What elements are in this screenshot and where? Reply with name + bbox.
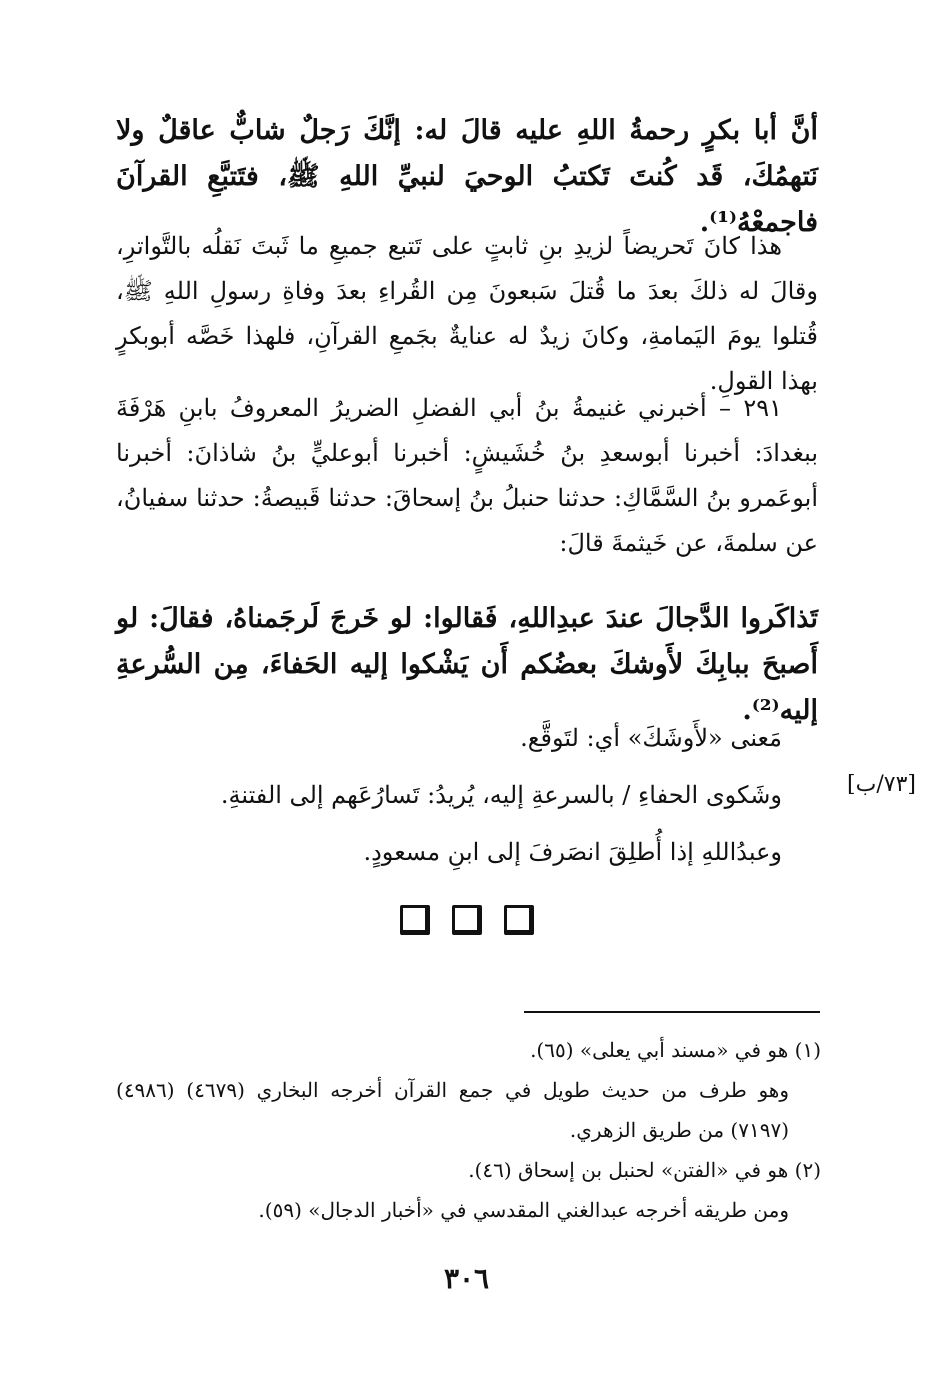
- explanation-line: وشَكوى الحفاءِ / بالسرعةِ إليه، يُريدُ: تَسارُعَهم إلى الفتنةِ.: [220, 781, 782, 809]
- page-number: ٣٠٦: [443, 1262, 490, 1295]
- separator-box-icon: [400, 905, 430, 935]
- hadith-quote-1: أنَّ أبا بكرٍ رحمةُ اللهِ عليه قالَ له: إنَّكَ رَجلٌ شابٌّ عاقلٌ ولا نَتهمُكَ، قَد كُنتَ تَكتبُ الوحيَ لنبيِّ اللهِ ﷺ، فتَتبَّعِ القرآنَ فاجمعْهُ⁽¹⁾.: [116, 115, 818, 238]
- separator-box-icon: [504, 905, 534, 935]
- footnotes: [116, 1030, 821, 1230]
- separator-box-icon: [452, 905, 482, 935]
- commentary-paragraph: هذا كانَ تَحريضاً لزيدِ بنِ ثابتٍ على تَتبع جميعِ ما ثَبتَ نَقلُه بالتَّواترِ، وقالَ له ذلكَ بعدَ ما قُتلَ سَبعونَ مِن القُراءِ بعدَ وفاةِ رسولِ اللهِ ﷺ، قُتلوا يومَ اليَمامةِ، وكانَ زيدٌ له عنايةٌ بجَمعِ القرآنِ، فلهذا خَصَّه أبوبكرٍ بهذا القولِ.: [116, 232, 818, 395]
- explanation-line: مَعنى «لأَوشَكَ» أي: لتَوقَّع.: [520, 724, 782, 752]
- isnad-paragraph: ٢٩١ – أخبرني غنيمةُ بنُ أبي الفضلِ الضريرُ المعروفُ بابنِ هَرْفَةَ ببغدادَ: أخبرنا أبوسعدِ بنُ خُشَيشٍ: أخبرنا أبوعليٍّ بنُ شاذانَ: أخبرنا أبوعَمرو بنُ السَّمَّاكِ: حدثنا حنبلُ بنُ إسحاقَ: حدثنا قَبيصةُ: حدثنا سفيانُ، عن سلمةَ، عن خَيثمةَ قالَ:: [116, 394, 818, 557]
- explanation-line: وعبدُاللهِ إذا أُطلِقَ انصَرفَ إلى ابنِ مسعودٍ.: [363, 838, 782, 866]
- footnote-2-continuation: ومن طريقه أخرجه عبدالغني المقدسي في «أخبار الدجال» (٥٩).: [258, 1198, 789, 1222]
- manuscript-folio-reference: [٧٣/ب]: [847, 772, 916, 797]
- footnote-1: (١) هو في «مسند أبي يعلى» (٦٥).: [530, 1038, 821, 1062]
- section-separator: [0, 905, 933, 935]
- hadith-quote-2: تَذاكَروا الدَّجالَ عندَ عبدِاللهِ، فَقالوا: لو خَرجَ لَرجَمناهُ، فقالَ: لو أَصبحَ ببابِكَ لأَوشكَ بعضُكم أَن يَشْكوا إليه الحَفاءَ، مِن السُّرعةِ إليه⁽²⁾.: [116, 603, 818, 726]
- footnote-1-continuation: وهو طرف من حديث طويل في جمع القرآن أخرجه البخاري (٤٦٧٩) (٤٩٨٦) (٧١٩٧) من طريق الزهري.: [116, 1078, 789, 1142]
- footnote-2: (٢) هو في «الفتن» لحنبل بن إسحاق (٤٦).: [468, 1158, 821, 1182]
- explanation-block: [116, 710, 818, 881]
- footnote-divider: [524, 1011, 820, 1013]
